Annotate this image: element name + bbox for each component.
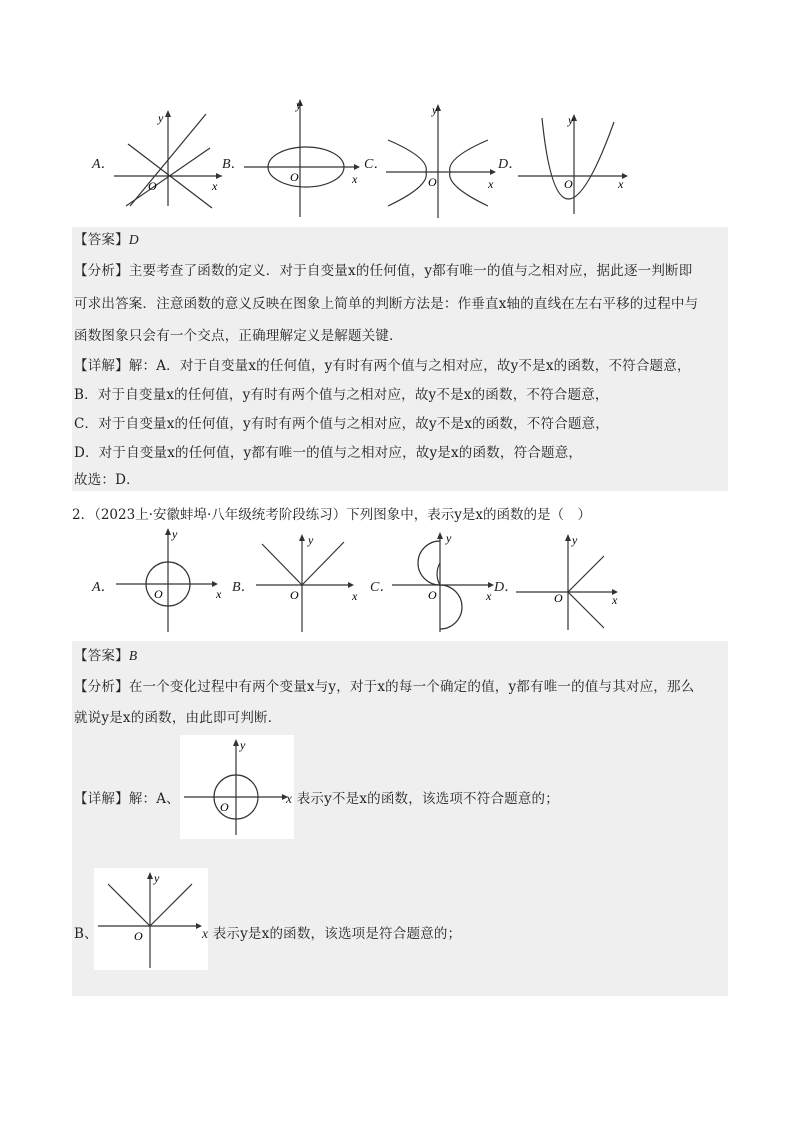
q1-option-a-label: A． <box>92 157 115 172</box>
q2-answer-tag: 【答案】 <box>74 648 129 664</box>
axis-x-label: x <box>486 589 492 603</box>
q2-detail-a-prefix: 解：A、 <box>128 791 180 807</box>
axis-y-label: y <box>296 98 302 112</box>
axis-y-label: y <box>308 533 314 547</box>
q2-answer-value: B <box>128 648 138 663</box>
q2-detail-figure-b <box>94 868 208 970</box>
axis-y-label: y <box>568 113 574 127</box>
axis-y-label: y <box>432 103 438 117</box>
axis-origin-label: O <box>134 929 143 943</box>
q2-detail-b-text: 表示y是x的函数，该选项是符合题意的； <box>212 926 462 942</box>
q2-detail-a-line <box>74 789 180 809</box>
q2-analysis-line-2: 就说y是x的函数，由此即可判断． <box>74 710 282 726</box>
q1-detail-tag: 【详解】 <box>74 358 129 374</box>
axis-origin-label: O <box>220 800 229 814</box>
axis-y-label: y <box>154 871 160 885</box>
q1-analysis-line-2: 可求出答案．注意函数的意义反映在图象上简单的判断方法是：作垂直x轴的直线在左右平移的过程中与 <box>74 296 699 312</box>
q1-detail-line-3: C．对于自变量x的任何值，y有时有两个值与之相对应，故y不是x的函数，不符合题意， <box>74 416 610 432</box>
q1-graph-a <box>112 108 224 212</box>
q2-detail-figure-a <box>180 735 294 839</box>
q2-option-b-label: B． <box>232 580 255 595</box>
q1-answer-tag: 【答案】 <box>74 232 129 248</box>
axis-y-label: y <box>240 738 246 752</box>
q1-detail-line-4: D．对于自变量x的任何值，y都有唯一的值与之相对应，故y是x的函数，符合题意， <box>74 445 583 461</box>
q1-analysis-text-1: 主要考查了函数的定义．对于自变量x的任何值，y都有唯一的值与之相对应，据此逐一判断即 <box>128 263 693 279</box>
q2-graph-b <box>252 530 364 634</box>
axis-x-label: x <box>286 791 293 806</box>
q2-analysis-line-1 <box>74 677 694 697</box>
q2-option-d-label: D． <box>494 580 519 595</box>
q1-detail-line-1 <box>74 356 691 376</box>
q2-analysis-tag: 【分析】 <box>74 679 129 695</box>
q2-graph-a <box>112 524 232 634</box>
axis-y-label: y <box>172 527 178 541</box>
q2-detail-tag: 【详解】 <box>74 791 129 807</box>
q1-answer-line <box>74 230 139 250</box>
axis-origin-label: O <box>290 170 299 184</box>
axis-x-label: x <box>216 587 222 601</box>
axis-x-label: x <box>352 589 358 603</box>
axis-origin-label: O <box>154 587 163 601</box>
q1-graph-b <box>240 95 365 220</box>
q1-option-d-label: D． <box>498 157 523 172</box>
axis-x-label: x <box>352 172 358 186</box>
q1-detail-line-5: 故选：D． <box>74 472 140 488</box>
axis-y-label: y <box>446 531 452 545</box>
q1-option-c-label: C． <box>364 157 388 172</box>
q2-detail-a-text: 表示y不是x的函数，该选项不符合题意的； <box>296 791 559 807</box>
q2-answer-line <box>74 646 137 666</box>
q2-detail-b-prefix: B、 <box>74 926 98 942</box>
axis-x-label: x <box>202 926 209 941</box>
axis-origin-label: O <box>290 588 299 602</box>
q1-analysis-line-3: 函数图象只会有一个交点，正确理解定义是解题关键． <box>74 328 403 344</box>
q2-detail-b-line <box>74 924 98 944</box>
axis-origin-label: O <box>428 588 437 602</box>
axis-origin-label: O <box>428 175 437 189</box>
axis-x-label: x <box>618 177 624 191</box>
q1-detail-text-1: 解：A．对于自变量x的任何值，y有时有两个值与之相对应，故y不是x的函数，不符合题意， <box>128 358 691 374</box>
q2-graph-c <box>388 528 506 634</box>
axis-origin-label: O <box>148 179 157 193</box>
q1-analysis-tag: 【分析】 <box>74 263 129 279</box>
q1-graph-c <box>382 100 500 220</box>
q2-detail-b-textline <box>202 924 461 944</box>
q1-analysis-line-1 <box>74 261 692 281</box>
axis-x-label: x <box>612 593 618 607</box>
axis-origin-label: O <box>564 177 573 191</box>
q1-option-b-label: B． <box>222 157 245 172</box>
q2-option-a-label: A． <box>92 580 115 595</box>
axis-y-label: y <box>158 111 164 125</box>
q2-graph-d <box>512 530 628 634</box>
q1-detail-line-2: B．对于自变量x的任何值，y有时有两个值与之相对应，故y不是x的函数，不符合题意， <box>74 387 609 403</box>
q1-graph-d <box>516 108 632 218</box>
q1-answer-value: D <box>128 232 139 247</box>
q2-question-text: 2．（2023上·安徽蚌埠·八年级统考阶段练习）下列图象中，表示y是x的函数的是（ ） <box>72 507 592 523</box>
q2-detail-a-textline <box>286 789 559 809</box>
axis-x-label: x <box>488 177 494 191</box>
q2-option-c-label: C． <box>370 580 394 595</box>
q2-analysis-text-1: 在一个变化过程中有两个变量x与y，对于x的每一个确定的值，y都有唯一的值与其对应，那么 <box>128 679 695 695</box>
axis-origin-label: O <box>554 591 563 605</box>
axis-x-label: x <box>212 179 218 193</box>
axis-y-label: y <box>572 533 578 547</box>
